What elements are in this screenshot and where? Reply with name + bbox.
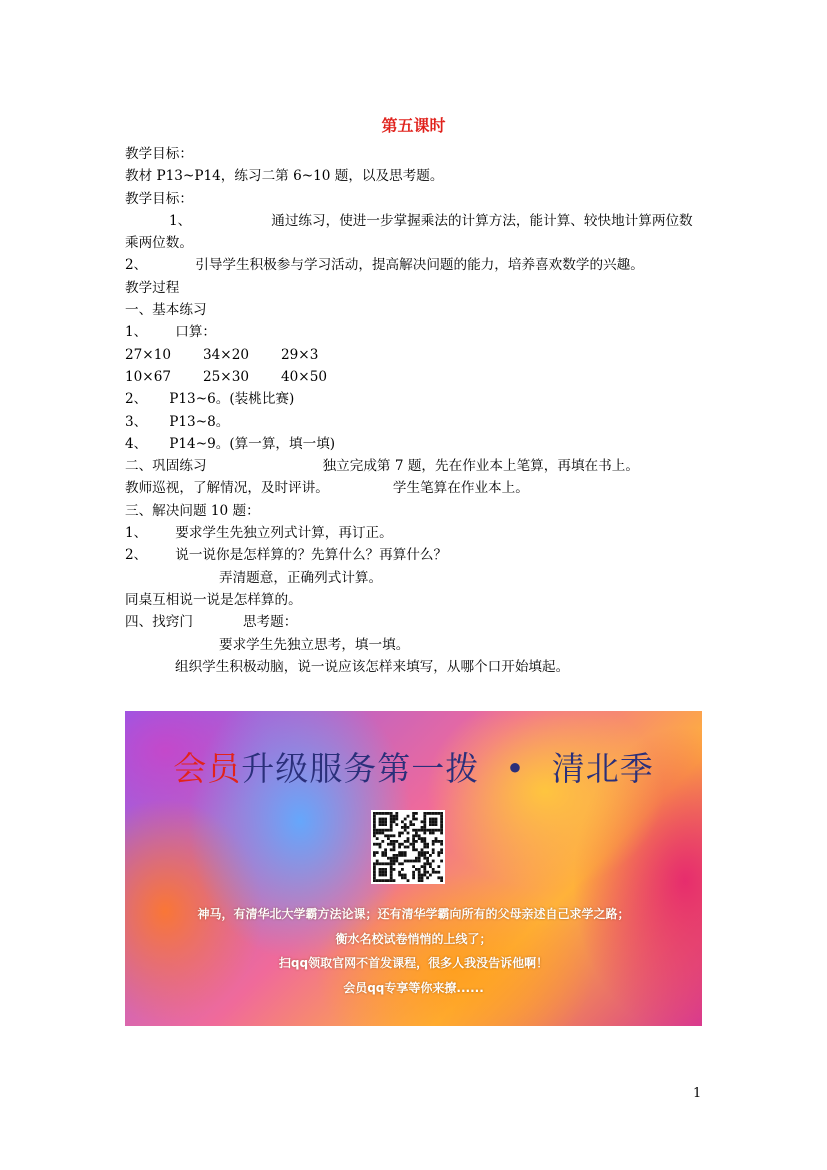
list-number: 4、 [125, 435, 148, 452]
list-text: 思考题： [242, 614, 298, 631]
text-line [125, 477, 710, 499]
text-line [125, 254, 710, 276]
text-line [125, 544, 710, 566]
list-number: 2、 [125, 391, 148, 408]
expression: 40×50 [281, 368, 327, 385]
expression: 25×30 [203, 368, 249, 385]
banner-line: 扫qq领取官网不首发课程，很多人我没告诉他啊！ [278, 956, 549, 970]
page-title: 第五课时 [381, 116, 446, 135]
banner-line: 衡水名校试卷悄悄的上线了； [335, 931, 492, 946]
text-line [125, 455, 710, 477]
banner-head-dot: • [505, 749, 526, 788]
list-number: 2、 [125, 547, 148, 564]
expression-row [125, 366, 710, 388]
list-text: 说一说你是怎样算的？先算什么？再算什么？ [175, 547, 448, 564]
text-line: 要求学生先独立思考，填一填。 [219, 636, 410, 653]
banner-head-text: 升级服务第一拨 [241, 749, 480, 788]
text-line [125, 611, 710, 633]
list-text: P13~8。 [169, 413, 230, 430]
text-line: 同桌互相说一说是怎样算的。 [125, 591, 302, 608]
text-line [125, 321, 710, 343]
section-heading: 教学过程 [125, 279, 180, 296]
promo-banner[interactable] [125, 711, 702, 1026]
text-line: 教学目标： [125, 146, 193, 162]
banner-head-highlight: 会员 [173, 749, 242, 788]
list-number: 1、 [169, 212, 192, 229]
text-line: 乘两位数。 [125, 235, 193, 252]
list-text: 教师巡视，了解情况，及时评讲。 [125, 480, 329, 497]
text-line [125, 210, 710, 232]
banner-line: 神马，有清华北大学霸方法论课；还有清华学霸向所有的父母亲述自己求学之路； [197, 907, 630, 921]
text-line: 弄清题意，正确列式计算。 [219, 569, 383, 586]
text-line [125, 411, 710, 433]
expression: 34×20 [203, 346, 249, 363]
banner-text [125, 902, 702, 1000]
expression: 29×3 [281, 346, 319, 363]
list-text: 要求学生先独立列式计算，再订正。 [175, 525, 393, 542]
banner-line: 会员qq专享等你来撩...... [343, 980, 484, 995]
list-number: 2、 [125, 257, 148, 274]
banner-head-end: 清北季 [551, 749, 654, 788]
text-line [125, 388, 710, 410]
expression: 10×67 [125, 368, 171, 385]
banner-headline [125, 743, 702, 790]
text-line: 教学目标： [125, 190, 193, 207]
qr-code-icon[interactable] [371, 810, 445, 884]
list-number: 3、 [125, 413, 148, 430]
section-heading: 四、找窍门 [125, 614, 193, 631]
section-heading: 三、解决问题 10 题： [125, 502, 260, 519]
text-line [125, 522, 710, 544]
list-text: 引导学生积极参与学习活动，提高解决问题的能力，培养喜欢数学的兴趣。 [195, 257, 644, 274]
expression: 27×10 [125, 346, 171, 363]
list-text: 独立完成第 7 题，先在作业本上笔算，再填在书上。 [322, 458, 639, 475]
text-line: 组织学生积极动脑，说一说应该怎样来填写，从哪个口开始填起。 [175, 658, 570, 675]
expression-row [125, 344, 710, 366]
list-number: 1、 [125, 324, 148, 341]
list-number: 1、 [125, 525, 148, 542]
list-text: 通过练习，使进一步掌握乘法的计算方法，能计算、较快地计算两位数 [271, 212, 693, 229]
section-heading: 一、基本练习 [125, 302, 207, 319]
list-text: 学生笔算在作业本上。 [392, 480, 529, 497]
section-heading: 二、巩固练习 [125, 458, 207, 475]
list-text: P13~6。(装桃比赛) [169, 391, 295, 408]
list-text: P14~9。(算一算，填一填) [169, 435, 336, 452]
list-text: 口算： [175, 324, 217, 341]
lesson-body [125, 143, 710, 678]
text-line: 教材 P13~P14，练习二第 6~10 题，以及思考题。 [125, 168, 444, 185]
text-line [125, 433, 710, 455]
page-number: 1 [693, 1086, 702, 1101]
